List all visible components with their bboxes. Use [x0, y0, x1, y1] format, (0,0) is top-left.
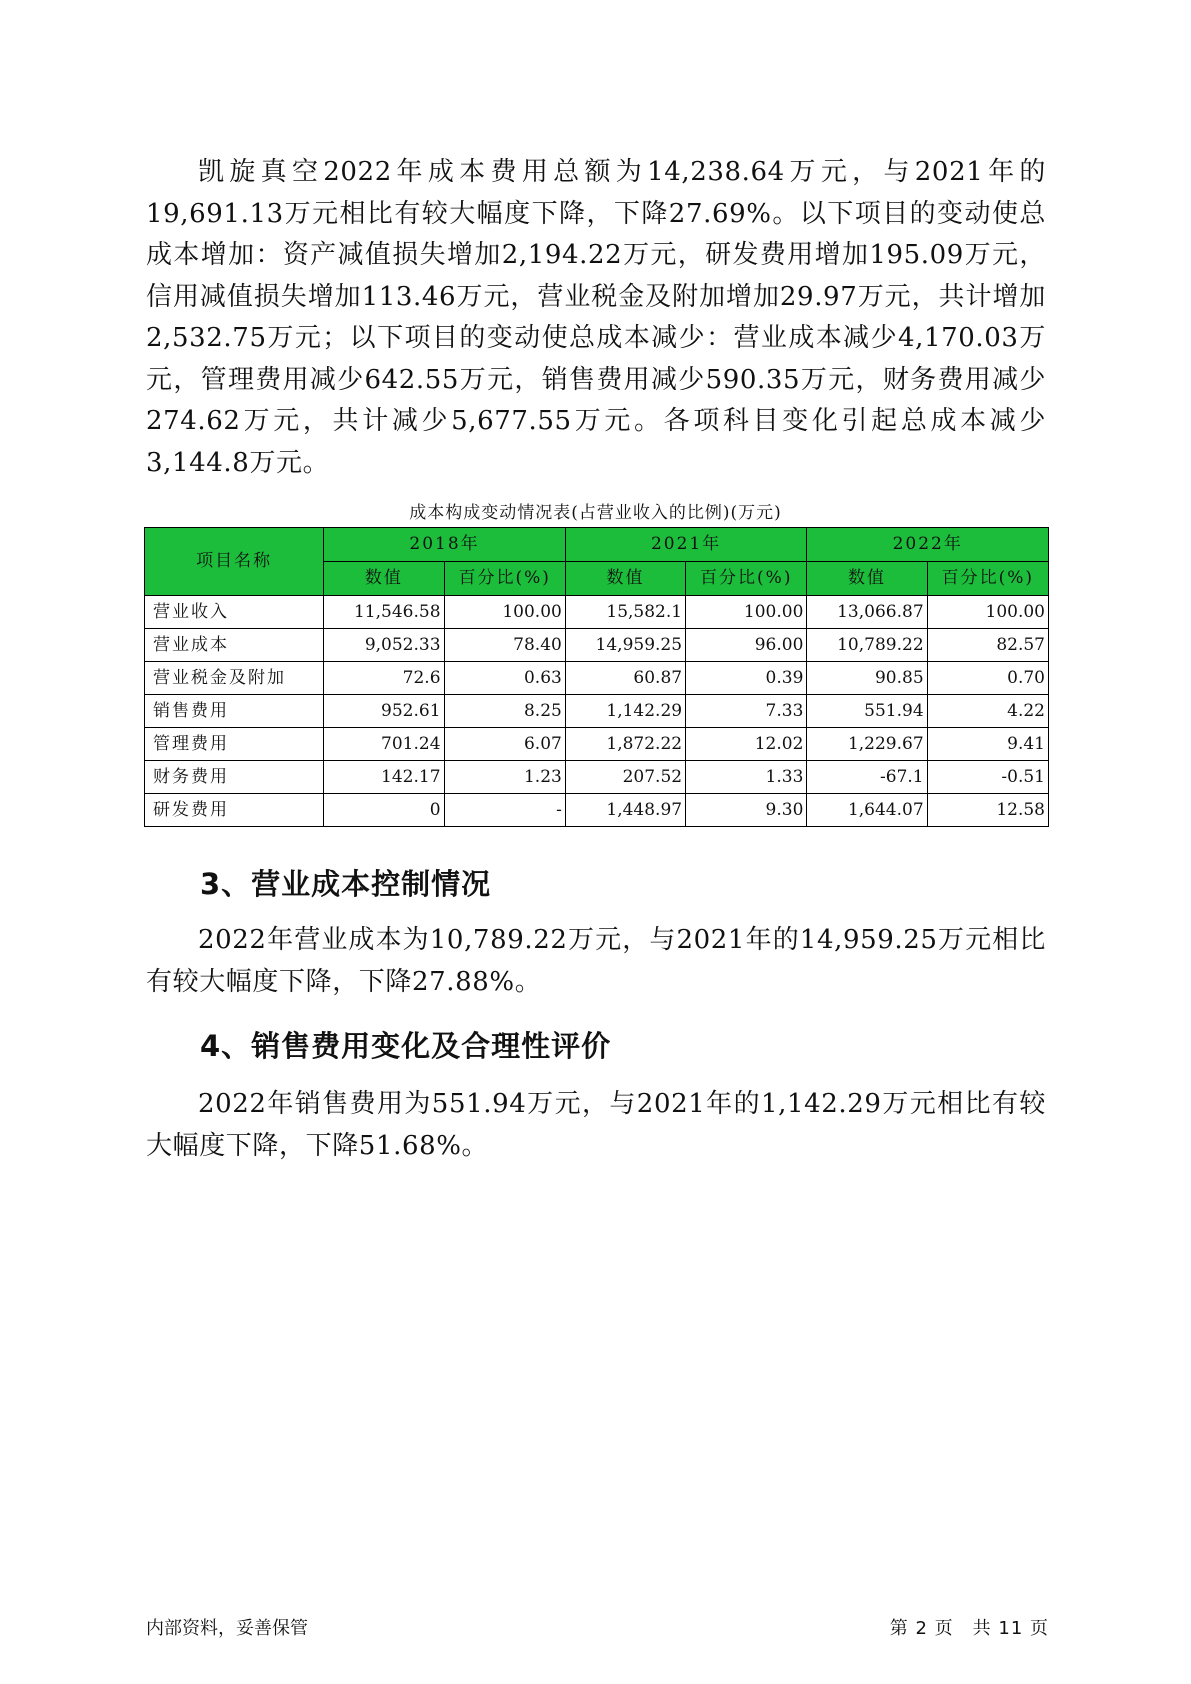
cell-value: 701.24 [324, 728, 444, 761]
footer-confidential-note: 内部资料，妥善保管 [146, 1618, 308, 1639]
cell-value: -67.1 [807, 761, 927, 794]
cell-percent: 7.33 [686, 695, 807, 728]
summary-paragraph: 凯旋真空2022年成本费用总额为14,238.64万元，与2021年的19,691.13万元相比有较大幅度下降，下降27.69%。以下项目的变动使总成本增加：资产减值损失增加2,194.22万元，研发费用增加195.09万元，信用减值损失增加113.46万元，营业税金及附加增加29.97万元，共计增加2,532.75万元；以下项目的变动使总成本减少：营业成本减少4,170.03万元，管理费用减少642.55万元，销售费用减少590.35万元，财务费用减少274.62万元，共计减少5,677.55万元。各项科目变化引起总成本减少3,144.8万元。 [146, 157, 1047, 478]
cell-value: 952.61 [324, 695, 444, 728]
cell-percent: 82.57 [927, 629, 1048, 662]
cell-percent: 0.63 [444, 662, 565, 695]
cell-value: 1,872.22 [565, 728, 685, 761]
header-percent: 百分比(%) [444, 562, 565, 596]
row-label: 营业成本 [145, 629, 324, 662]
cell-percent: 100.00 [686, 596, 807, 629]
cell-value: 551.94 [807, 695, 927, 728]
cell-percent: -0.51 [927, 761, 1048, 794]
cell-value: 10,789.22 [807, 629, 927, 662]
cell-percent: 12.58 [927, 794, 1048, 827]
cell-value: 14,959.25 [565, 629, 685, 662]
cell-percent: 4.22 [927, 695, 1048, 728]
cell-percent: 0.39 [686, 662, 807, 695]
table-row [145, 794, 1049, 827]
section-heading-sales-expense: 4、销售费用变化及合理性评价 [200, 1029, 612, 1063]
cell-percent: 6.07 [444, 728, 565, 761]
cell-percent: 100.00 [927, 596, 1048, 629]
row-label: 营业收入 [145, 596, 324, 629]
row-label: 研发费用 [145, 794, 324, 827]
header-year-2021: 2021年 [565, 528, 807, 562]
cell-value: 1,644.07 [807, 794, 927, 827]
cell-value: 11,546.58 [324, 596, 444, 629]
header-value: 数值 [565, 562, 685, 596]
row-label: 财务费用 [145, 761, 324, 794]
cell-percent: 8.25 [444, 695, 565, 728]
cost-control-paragraph: 2022年营业成本为10,789.22万元，与2021年的14,959.25万元相比有较大幅度下降，下降27.88%。 [146, 925, 1046, 997]
cell-percent: 1.33 [686, 761, 807, 794]
cell-percent: 1.23 [444, 761, 565, 794]
cell-value: 207.52 [565, 761, 685, 794]
cell-value: 15,582.1 [565, 596, 685, 629]
footer-page-number: 第 2 页 共 11 页 [889, 1618, 1049, 1639]
header-percent: 百分比(%) [927, 562, 1048, 596]
cell-percent: 0.70 [927, 662, 1048, 695]
table-row [145, 728, 1049, 761]
table-row [145, 761, 1049, 794]
row-label: 管理费用 [145, 728, 324, 761]
header-item-name: 项目名称 [145, 528, 324, 596]
cell-percent: 9.30 [686, 794, 807, 827]
table-row [145, 695, 1049, 728]
cell-percent: 100.00 [444, 596, 565, 629]
header-value: 数值 [324, 562, 444, 596]
header-year-2018: 2018年 [324, 528, 566, 562]
table-row [145, 596, 1049, 629]
cell-value: 1,229.67 [807, 728, 927, 761]
cell-value: 0 [324, 794, 444, 827]
table-header-row-years [145, 528, 1049, 562]
table-row [145, 662, 1049, 695]
row-label: 营业税金及附加 [145, 662, 324, 695]
cell-value: 13,066.87 [807, 596, 927, 629]
cell-value: 90.85 [807, 662, 927, 695]
cell-value: 9,052.33 [324, 629, 444, 662]
cell-value: 1,142.29 [565, 695, 685, 728]
cell-value: 72.6 [324, 662, 444, 695]
cost-structure-table [144, 527, 1049, 827]
table-row [145, 629, 1049, 662]
sales-expense-paragraph: 2022年销售费用为551.94万元，与2021年的1,142.29万元相比有较大幅度下降，下降51.68%。 [146, 1089, 1046, 1161]
header-value: 数值 [807, 562, 927, 596]
cell-percent: 9.41 [927, 728, 1048, 761]
cell-percent: 12.02 [686, 728, 807, 761]
section-heading-cost-control: 3、营业成本控制情况 [200, 867, 492, 901]
row-label: 销售费用 [145, 695, 324, 728]
cell-percent: 96.00 [686, 629, 807, 662]
cell-value: 60.87 [565, 662, 685, 695]
header-percent: 百分比(%) [686, 562, 807, 596]
cell-value: 142.17 [324, 761, 444, 794]
header-year-2022: 2022年 [807, 528, 1049, 562]
cell-percent: 78.40 [444, 629, 565, 662]
cell-percent: - [444, 794, 565, 827]
cell-value: 1,448.97 [565, 794, 685, 827]
table-caption: 成本构成变动情况表(占营业收入的比例)(万元) [409, 503, 782, 523]
